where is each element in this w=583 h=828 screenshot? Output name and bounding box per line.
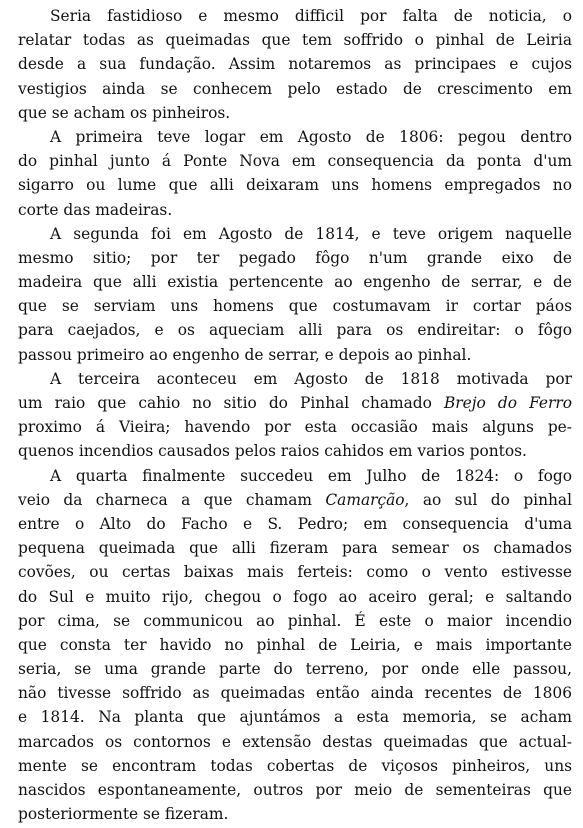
text-line: do pinhal junto á Ponte Nova em consequencia da ponta d'um [18,152,572,171]
text-line: não tivesse soffrido as queimadas então ainda recentes de 1806 [18,684,572,703]
text-line: posteriormente se fizeram. [18,805,229,824]
text-line: seria, se uma grande parte do terreno, por onde elle passou, [18,660,572,679]
text-line: Seria fastidioso e mesmo difficil por falta de noticia, o [50,7,572,25]
text-line: entre o Alto do Facho e S. Pedro; em consequencia d'uma [18,514,572,533]
paragraph-first-fire [18,125,572,222]
text-line: que se acham os pinheiros. [18,103,231,122]
text-line: para caejados, e os aqueciam alli para os endireitar: o fôgo [18,321,572,340]
paragraph-fourth-fire [18,464,572,827]
text-line: A primeira teve logar em Agosto de 1806: pegou dentro [50,127,572,146]
text-line: que se serviam uns homens que costumavam ir cortar páos [18,297,572,316]
document-page [18,4,572,826]
text-line: A segunda foi em Agosto de 1814, e teve origem naquelle [50,224,572,243]
text-line: corte das madeiras. [18,200,173,219]
text-line: por cima, se communicou ao pinhal. É este o maior incendio [18,611,572,630]
place-name: Brejo do Ferro [443,394,572,412]
paragraph-intro [18,4,572,125]
text-line: veio da charneca a que chamam Camarção, ao sul do pinhal [18,490,573,509]
paragraph-second-fire [18,222,572,367]
text-line: que consta ter havido no pinhal de Leiria, e mais importante [18,635,572,654]
text-line: desde a sua fundação. Assim notaremos as principaes e cujos [18,55,572,74]
place-name: Camarção [325,490,405,509]
text-line: um raio que cahio no sitio do Pinhal chamado Brejo do Ferro [18,394,572,412]
text-line: vestigios ainda se conhecem pelo estado de crescimento em [18,79,572,98]
text-line: madeira que alli existia pertencente ao engenho de serrar, e de [18,273,572,292]
text-line: sigarro ou lume que alli deixaram uns homens empregados no [18,176,572,195]
text-line: e 1814. Na planta que ajuntámos a esta memoria, se acham [18,708,572,727]
text-line: A quarta finalmente succedeu em Julho de 1824: o fogo [50,466,572,485]
paragraph-third-fire [18,367,572,464]
text-line: A terceira aconteceu em Agosto de 1818 motivada por [50,369,572,388]
text-line: covões, ou certas baixas mais ferteis: como o vento estivesse [18,563,572,582]
text-line: quenos incendios causados pelos raios cahidos em varios pontos. [18,442,527,461]
text-line: proximo á Vieira; havendo por esta occasião mais alguns pe- [18,418,572,437]
text-line: mente se encontram todas cobertas de viçosos pinheiros, uns [18,756,572,775]
text-line: pequena queimada que alli fizeram para semear os chamados [18,539,572,558]
text-line: nascidos espontaneamente, outros por meio de sementeiras que [18,781,572,799]
text-line: passou primeiro ao engenho de serrar, e depois ao pinhal. [18,345,472,364]
text-line: do Sul e muito rijo, chegou o fogo ao aceiro geral; e saltando [18,587,572,606]
text-line: marcados os contornos e extensão destas queimadas que actual- [18,732,572,751]
text-line: relatar todas as queimadas que tem soffrido o pinhal de Leiria [18,31,572,50]
text-line: mesmo sitio; por ter pegado fôgo n'um grande eixo de [18,248,572,267]
